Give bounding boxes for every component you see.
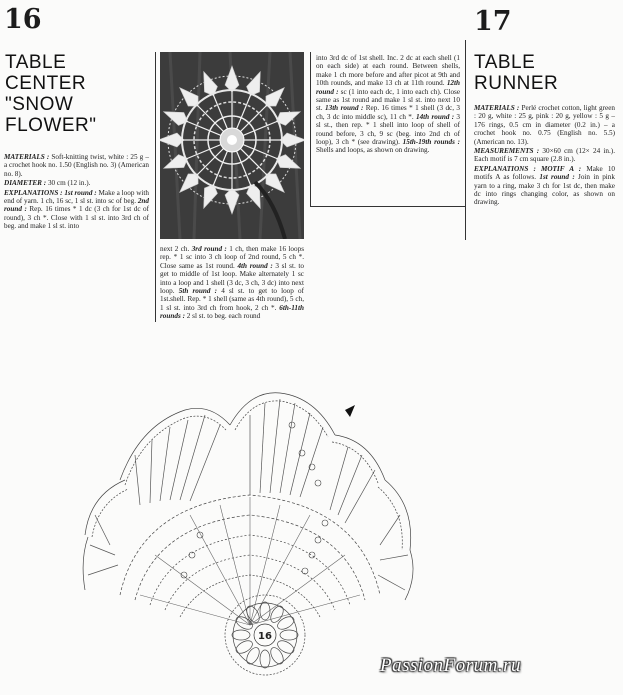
- crochet-diagram: [80, 385, 420, 690]
- round-text: sc (1 into each dc, 1 into each ch). Close same as 1st round and make 1 sl st. into next 10 st.: [316, 87, 461, 113]
- round-text: Make a loop with end of yarn. 1 ch, 16 sc, 1 sl st. into sc of beg.: [4, 188, 150, 206]
- round-label: 14th round :: [415, 112, 455, 121]
- round-text: 3 sl st. to get to middle of 1st loop. Make alternately 1 sc into a loop and 1 shell (3 dc, 3 ch, 3 dc) into next loop.: [160, 261, 304, 296]
- round-label: 2nd round :: [4, 197, 150, 214]
- explanations-text: Make 10 motifs A as follows.: [474, 164, 616, 182]
- round-label: 12th round :: [316, 79, 460, 96]
- round-label: 13th round :: [325, 104, 364, 113]
- snowflake-doily-image: [160, 52, 304, 239]
- pattern-number-17: 17: [474, 6, 512, 37]
- column-divider: [465, 40, 466, 240]
- round-text: 4 sl st. to get to loop of 1st.shell. Rep. * 1 shell (same as 4th round), 5 ch, 1 sl st. into 3rd ch from hook, 2 ch *.: [160, 287, 305, 312]
- title-line: CENTER: [5, 73, 87, 94]
- round-label: 15th-19th rounds :: [402, 138, 461, 147]
- crochet-chart: [80, 385, 420, 690]
- watermark: PassionForum.ru: [380, 655, 522, 676]
- column-divider: [155, 52, 156, 322]
- round-text: into 3rd dc of 1st shell. Inc. 2 dc at each shell (1 on each side) at each round. Between shells, make 1 ch more before and after picot at 9th and 10th rounds, and make 13 ch at 11th round.: [316, 54, 460, 88]
- materials-label: MATERIALS :: [474, 104, 520, 112]
- pattern-number-16: 16: [4, 4, 42, 35]
- round-text: 2 sl st. to beg. each round: [186, 312, 261, 321]
- round-label: 5th round :: [178, 287, 218, 296]
- round-label: 1st round :: [539, 173, 575, 182]
- round-label: 3rd round :: [191, 245, 227, 253]
- doily-photo: [160, 52, 304, 239]
- title-line: TABLE: [474, 52, 536, 73]
- round-text: next 2 ch.: [160, 245, 190, 253]
- pattern-17-title: [474, 52, 619, 94]
- round-text: 1 ch, then make 16 loops rep. * 1 sc into 3 ch loop of 2nd round, 5 ch *. Close same as 1st round.: [160, 245, 304, 270]
- round-label: 4th round :: [237, 261, 273, 270]
- column-bottom-rule: [310, 206, 466, 207]
- round-text: Rep. 16 times * 1 dc (3 ch for 1st dc of round), 3 ch *. Close with 1 sl st. into 3rd ch of beg. and make 1 sl st. into: [4, 205, 150, 231]
- round-text: Join in pink yarn to a ring, make 3 ch for 1st dc, then make dc into rings changing color, as shown on drawing.: [474, 173, 615, 207]
- pattern-16-column-2: [160, 245, 304, 322]
- title-line: RUNNER: [474, 73, 559, 94]
- round-text: Shells and loops, as shown on drawing.: [316, 146, 430, 155]
- measurements-text: 30×60 cm (12× 24 in.). Each motif is 7 cm square (2.8 in.).: [474, 147, 615, 164]
- diameter-text: 30 cm (12 in.).: [47, 179, 91, 188]
- title-line: FLOWER": [5, 115, 97, 136]
- diameter-label: DIAMETER :: [4, 179, 47, 188]
- round-label: 1st round :: [64, 188, 97, 197]
- diagram-label: 16: [258, 631, 272, 642]
- materials-text: Soft-knitting twist, white : 25 g – a crochet hook no. 1.50 (English no. 3) (American no. 8).: [4, 153, 149, 178]
- round-text: 3 sl st., then rep. * 1 shell into loop of shell of round before, 3 ch, 9 sc (beg. into 2nd ch of loop), 3 ch * (see drawing).: [316, 112, 461, 147]
- title-line: "SNOW: [5, 94, 74, 115]
- materials-label: MATERIALS :: [4, 153, 50, 161]
- pattern-16-column-1: [4, 153, 149, 232]
- explanations-label: EXPLANATIONS :: [4, 188, 63, 197]
- measurements-label: MEASUREMENTS :: [474, 147, 540, 156]
- pattern-17-column: [474, 104, 615, 208]
- column-divider: [310, 52, 311, 207]
- round-text: Rep. 16 times * 1 shell (3 dc, 3 ch, 3 dc into middle sc), 11 ch *.: [316, 104, 461, 121]
- pattern-16-column-3: [316, 54, 460, 156]
- materials-text: Perlé crochet cotton, light green : 20 g, white : 25 g, pink : 20 g, yellow : 5 g – 176 rings, 0.5 cm in diameter (0.2 in.) – a crochet hook no. 0.75 (English no. 5.5) (American no. 13).: [474, 104, 615, 146]
- pattern-16-title: [5, 52, 145, 136]
- title-line: TABLE: [5, 52, 67, 73]
- round-label: 6th-11th rounds :: [160, 303, 305, 321]
- explanations-label: EXPLANATIONS : MOTIF A :: [474, 164, 582, 173]
